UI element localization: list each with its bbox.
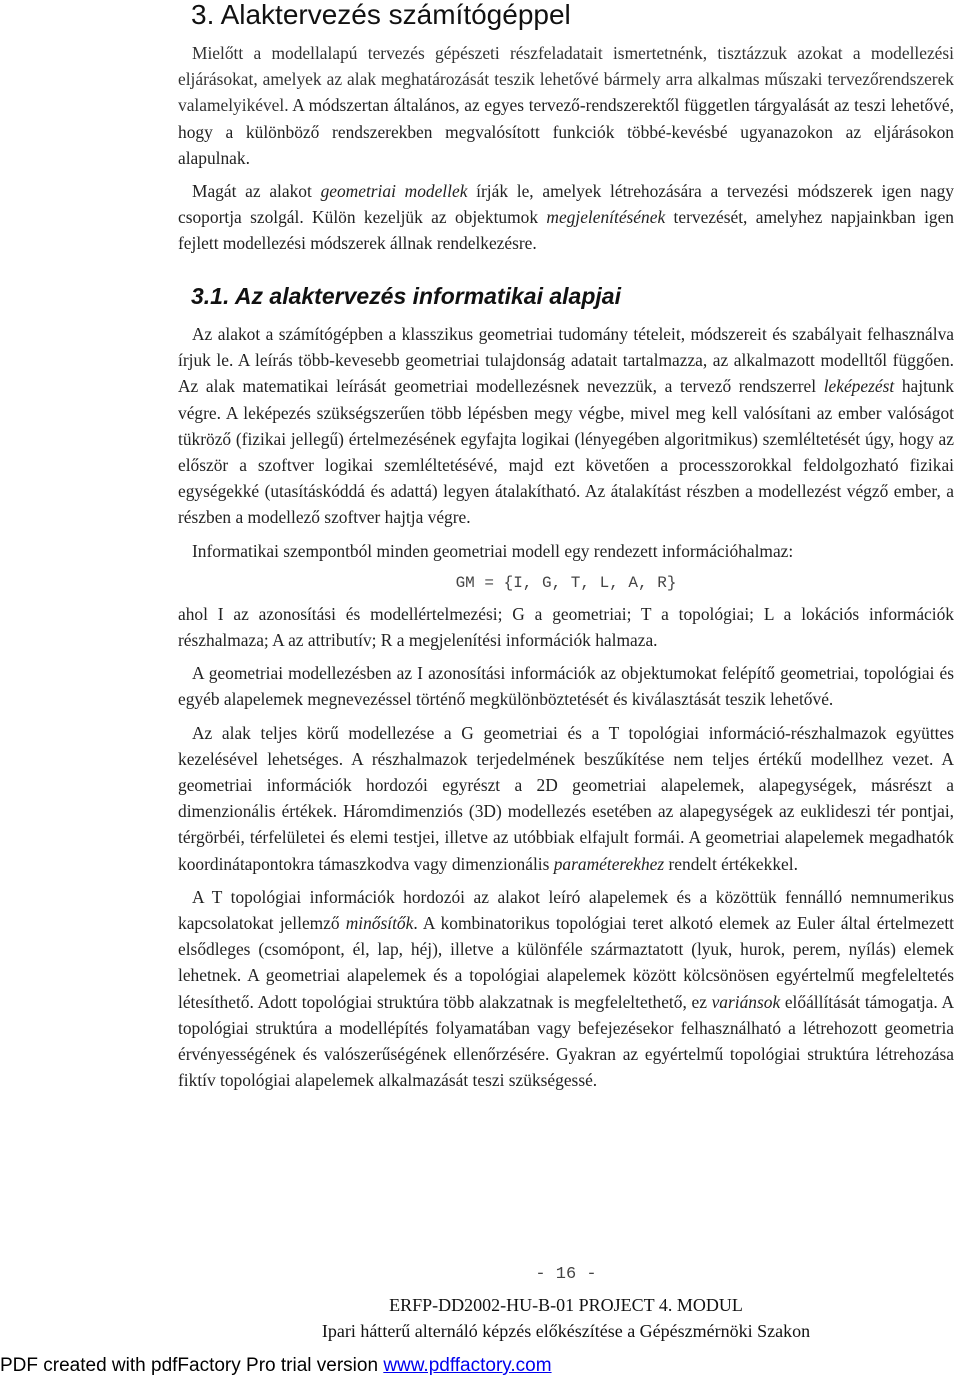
chapter-title: 3. Alaktervezés számítógéppel bbox=[191, 0, 571, 30]
section-title: 3.1. Az alaktervezés informatikai alapjai bbox=[191, 283, 621, 309]
intro-text bbox=[178, 40, 954, 264]
section-paragraph-1 bbox=[178, 321, 954, 531]
section-paragraph-2: Informatikai szempontból minden geometriai modell egy rendezett információhalmaz: bbox=[192, 540, 794, 561]
intro-paragraph-2 bbox=[178, 178, 954, 257]
text-span: Az alak teljes körű modellezése a G geometriai és a T topológiai információ-részhalmazok együttes kezelésével lehetséges. A részhalmazok terjedelmének beszűkítése nem teljes értékű modellhez vezet. A geometriai információk hordozói egyrészt a 2D geometriai alapelemek, alapegységek, másrészt a dimenzionális értékek. Háromdimenziós (3D) modellezés esetében az alapegységek az euklideszi tér pontjai, térgörbéi, térfelületei és elemi testjei, illetve az utóbbiak elfajult formái. A geometriai alapelemek megadhatók koordinátapontokra támaszkodva vagy dimenzionális bbox=[178, 722, 954, 874]
section-paragraph-4: A geometriai modellezésben az I azonosítási információk az objektumokat felépítő geometriai, topológiai és egyéb alapelemek megnevezéssel történő megkülönböztetését és kiválasztását teszik lehetővé. bbox=[178, 663, 954, 710]
text-span: . A kombinatorikus topológiai teret alkotó elemek az Euler által értelmezett elsődleges (csomópont, él, lap, héj), illetve a különféle származtatott (lyuk, hurok, perem, nyílás) elemek lehetnek. A geometriai alapelemek és a topológiai alapelemek között kölcsönösen egyértelmű megfeleltetés létesíthető. Adott topológiai struktúra több alakzatnak is megfeleltethető, ez bbox=[178, 913, 954, 1012]
section-paragraph-6 bbox=[178, 884, 954, 1094]
text-span: hajtunk végre. A leképezés szükségszerűen több lépésben megy végbe, mivel meg kell valósítani az ember valóságot tükröző (fizikai jellegű) értelmezésének egyfajta logikai (lényegében algoritmikus) szemléltetését úgy, hogy az először a szoftver logikai szemléltetésévé, majd ezt követően a processzorokkal feldolgozható fizikai egységekké (utasításkóddá és adattá) legyen átalakítható. Az átalakítást részben a modellezést végző ember, a részben a modellező szoftver hajtja végre. bbox=[178, 376, 954, 528]
text-span: tervezését, amelyhez napjainkban igen fejlett modellezési módszerek állnak rendelkezésre. bbox=[178, 207, 955, 254]
emphasis-rendering: megjelenítésének bbox=[546, 207, 666, 228]
emphasis-mapping: leképezést bbox=[823, 376, 895, 397]
footer-program-line: Ipari hátterű alternáló képzés előkészítése a Gépészmérnöki Szakon bbox=[321, 1321, 811, 1341]
text-span: előállítását támogatja. A topológiai struktúra a modellépítés folyamatában vagy befejezésekor felhasználható a létrehozott geometria érvényességének és valószerűségének ellenőrzésére. Gyakran az egyértelmű topológiai struktúra létrehozása fiktív topológiai alapelemek alkalmazását teszi szükségessé. bbox=[178, 991, 955, 1091]
emphasis-qualifiers: minősítők bbox=[345, 913, 414, 934]
text-span: írják le, amelyek létrehozására a tervezési módszerek igen nagy csoportja szolgál. Külön kezeljük az objektumok bbox=[178, 181, 954, 228]
pdf-notice-text: PDF created with pdfFactory Pro trial version bbox=[0, 1355, 384, 1376]
emphasis-variants: variánsok bbox=[711, 991, 781, 1012]
text-span: A T topológiai információk hordozói az alakot leíró alapelemek és a közöttük fennálló nemnumerikus kapcsolatokat jellemző bbox=[178, 886, 954, 934]
emphasis-geometric-models: geometriai modellek bbox=[320, 181, 468, 202]
intro-paragraph-1 bbox=[178, 40, 954, 171]
text-span: rendelt értékekkel. bbox=[664, 853, 798, 874]
intro-lead-text: Mielőtt a modellalapú tervezés gépészeti részfeladatait ismertetnénk, tisztázzuk azokat a modellezési eljárásokat, amelyek az alak meghatározását teszik lehetővé bármely arra alkalmas műszaki tervezőrendszerek valamelyikével. bbox=[178, 43, 954, 116]
text-span: Magát az alakot bbox=[192, 181, 321, 202]
page-number: - 16 - bbox=[535, 1265, 597, 1284]
formula: GM = {I, G, T, L, A, R} bbox=[455, 573, 677, 592]
pdf-notice bbox=[0, 1353, 552, 1379]
section-paragraph-3: ahol I az azonosítási és modellértelmezési; G a geometriai; T a topológiai; L a lokációs információk részhalmaza; A az attributív; R a megjelenítési információk halmaza. bbox=[178, 603, 954, 651]
pdffactory-link[interactable]: www.pdffactory.com bbox=[383, 1355, 552, 1376]
text-span: Az alakot a számítógépben a klasszikus geometriai tudomány tételeit, módszereit és szabályait felhasználva írjuk le. A leírás több-kevesebb geometriai tulajdonság adatait tartalmazza, az alkalmazott modelltől függően. Az alak matematikai leírását geometriai modellezésnek nevezzük, a tervező rendszerrel bbox=[178, 324, 954, 397]
footer-project-line: ERFP-DD2002-HU-B-01 PROJECT 4. MODUL bbox=[389, 1295, 743, 1315]
section-paragraph-5 bbox=[178, 720, 954, 877]
emphasis-parameters: paraméterekhez bbox=[553, 853, 665, 874]
section-text bbox=[178, 321, 954, 1100]
intro-text-rest: A módszertan általános, az egyes tervező-rendszerektől független tárgyalását az teszi lehetővé, hogy a különböző rendszerekben megvalósított funkciók többé-kevésbé ugyanazokon az eljárásokon alapulnak. bbox=[178, 95, 954, 168]
